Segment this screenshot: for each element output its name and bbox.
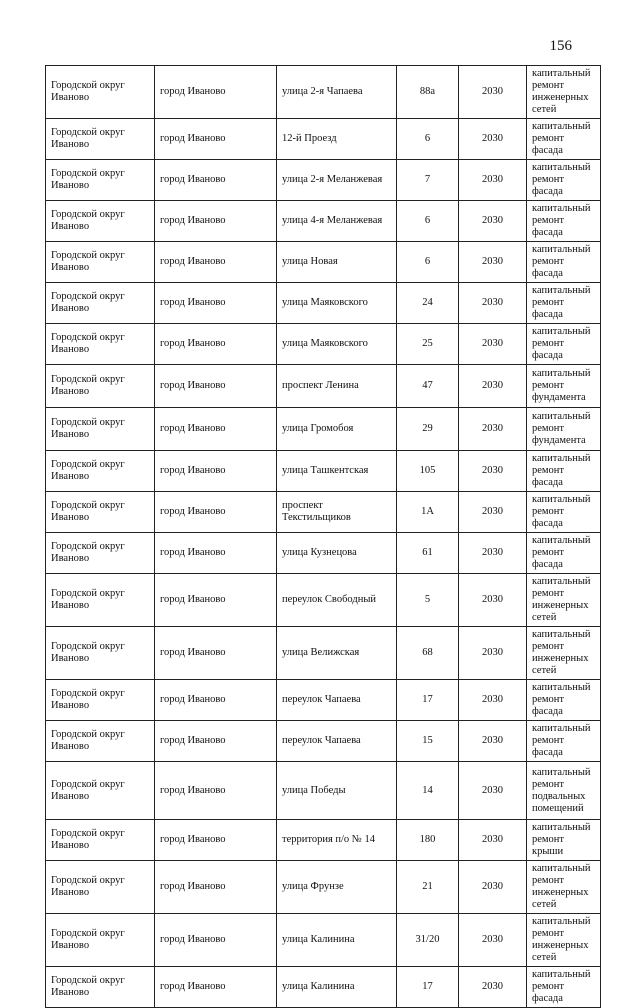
cell-district: Городской округ Иваново	[46, 967, 155, 1008]
cell-work-type: капитальный ремонт фасада	[527, 967, 601, 1008]
cell-house-number: 24	[397, 283, 459, 324]
table-body	[46, 66, 601, 1008]
cell-street: улица Победы	[277, 762, 397, 820]
cell-year: 2030	[459, 283, 527, 324]
cell-street: 12-й Проезд	[277, 119, 397, 160]
cell-work-type: капитальный ремонт фасада	[527, 721, 601, 762]
cell-street: улица Калинина	[277, 914, 397, 967]
cell-city: город Иваново	[155, 119, 277, 160]
cell-city: город Иваново	[155, 451, 277, 492]
table-row	[46, 721, 601, 762]
cell-year: 2030	[459, 967, 527, 1008]
cell-city: город Иваново	[155, 283, 277, 324]
cell-work-type: капитальный ремонт фасада	[527, 201, 601, 242]
cell-year: 2030	[459, 861, 527, 914]
table-row	[46, 283, 601, 324]
table-row	[46, 533, 601, 574]
cell-district: Городской округ Иваново	[46, 914, 155, 967]
cell-city: город Иваново	[155, 574, 277, 627]
cell-house-number: 29	[397, 408, 459, 451]
cell-house-number: 5	[397, 574, 459, 627]
cell-street: улица Маяковского	[277, 283, 397, 324]
cell-district: Городской округ Иваново	[46, 119, 155, 160]
cell-city: город Иваново	[155, 861, 277, 914]
cell-city: город Иваново	[155, 201, 277, 242]
cell-year: 2030	[459, 119, 527, 160]
cell-street: переулок Свободный	[277, 574, 397, 627]
cell-house-number: 31/20	[397, 914, 459, 967]
cell-house-number: 61	[397, 533, 459, 574]
cell-city: город Иваново	[155, 533, 277, 574]
cell-year: 2030	[459, 574, 527, 627]
cell-year: 2030	[459, 762, 527, 820]
table-row	[46, 365, 601, 408]
cell-year: 2030	[459, 160, 527, 201]
cell-street: территория п/о № 14	[277, 820, 397, 861]
cell-street: улица Фрунзе	[277, 861, 397, 914]
cell-district: Городской округ Иваново	[46, 861, 155, 914]
cell-district: Городской округ Иваново	[46, 283, 155, 324]
cell-street: переулок Чапаева	[277, 680, 397, 721]
cell-year: 2030	[459, 242, 527, 283]
cell-city: город Иваново	[155, 66, 277, 119]
cell-district: Городской округ Иваново	[46, 324, 155, 365]
cell-year: 2030	[459, 66, 527, 119]
cell-work-type: капитальный ремонт подвальных помещений	[527, 762, 601, 820]
cell-work-type: капитальный ремонт фасада	[527, 119, 601, 160]
cell-year: 2030	[459, 451, 527, 492]
cell-city: город Иваново	[155, 365, 277, 408]
cell-district: Городской округ Иваново	[46, 242, 155, 283]
cell-street: улица Кузнецова	[277, 533, 397, 574]
cell-year: 2030	[459, 627, 527, 680]
cell-house-number: 6	[397, 119, 459, 160]
cell-district: Городской округ Иваново	[46, 160, 155, 201]
table-row	[46, 762, 601, 820]
cell-street: улица Новая	[277, 242, 397, 283]
cell-work-type: капитальный ремонт крыши	[527, 820, 601, 861]
cell-work-type: капитальный ремонт инженерных сетей	[527, 66, 601, 119]
cell-house-number: 6	[397, 201, 459, 242]
cell-work-type: капитальный ремонт фасада	[527, 324, 601, 365]
cell-district: Городской округ Иваново	[46, 66, 155, 119]
table-row	[46, 967, 601, 1008]
table-row	[46, 451, 601, 492]
cell-city: город Иваново	[155, 680, 277, 721]
cell-district: Городской округ Иваново	[46, 762, 155, 820]
cell-district: Городской округ Иваново	[46, 627, 155, 680]
cell-street: улица Велижская	[277, 627, 397, 680]
repair-schedule-table	[45, 65, 601, 1008]
cell-district: Городской округ Иваново	[46, 451, 155, 492]
cell-house-number: 15	[397, 721, 459, 762]
cell-city: город Иваново	[155, 160, 277, 201]
cell-street: проспект Текстильщиков	[277, 492, 397, 533]
cell-house-number: 17	[397, 680, 459, 721]
cell-street: улица Калинина	[277, 967, 397, 1008]
cell-work-type: капитальный ремонт фасада	[527, 160, 601, 201]
cell-house-number: 7	[397, 160, 459, 201]
table-row	[46, 574, 601, 627]
cell-house-number: 1А	[397, 492, 459, 533]
cell-district: Городской округ Иваново	[46, 201, 155, 242]
cell-district: Городской округ Иваново	[46, 820, 155, 861]
table-row	[46, 324, 601, 365]
cell-work-type: капитальный ремонт фасада	[527, 242, 601, 283]
table-row	[46, 861, 601, 914]
cell-year: 2030	[459, 324, 527, 365]
cell-city: город Иваново	[155, 627, 277, 680]
cell-district: Городской округ Иваново	[46, 408, 155, 451]
cell-year: 2030	[459, 408, 527, 451]
cell-district: Городской округ Иваново	[46, 365, 155, 408]
cell-work-type: капитальный ремонт инженерных сетей	[527, 574, 601, 627]
cell-work-type: капитальный ремонт фасада	[527, 451, 601, 492]
cell-work-type: капитальный ремонт фасада	[527, 283, 601, 324]
cell-district: Городской округ Иваново	[46, 492, 155, 533]
cell-year: 2030	[459, 201, 527, 242]
table-row	[46, 914, 601, 967]
table-row	[46, 492, 601, 533]
cell-street: улица Ташкентская	[277, 451, 397, 492]
cell-district: Городской округ Иваново	[46, 533, 155, 574]
cell-work-type: капитальный ремонт фасада	[527, 533, 601, 574]
cell-street: переулок Чапаева	[277, 721, 397, 762]
cell-work-type: капитальный ремонт фасада	[527, 680, 601, 721]
cell-work-type: капитальный ремонт инженерных сетей	[527, 627, 601, 680]
cell-city: город Иваново	[155, 762, 277, 820]
page-number: 156	[549, 38, 572, 54]
cell-city: город Иваново	[155, 820, 277, 861]
cell-house-number: 17	[397, 967, 459, 1008]
cell-city: город Иваново	[155, 721, 277, 762]
cell-city: город Иваново	[155, 408, 277, 451]
cell-city: город Иваново	[155, 492, 277, 533]
cell-house-number: 21	[397, 861, 459, 914]
table-row	[46, 242, 601, 283]
cell-district: Городской округ Иваново	[46, 721, 155, 762]
cell-city: город Иваново	[155, 914, 277, 967]
table-row	[46, 201, 601, 242]
cell-district: Городской округ Иваново	[46, 680, 155, 721]
cell-city: город Иваново	[155, 242, 277, 283]
cell-work-type: капитальный ремонт фундамента	[527, 365, 601, 408]
cell-street: улица 2-я Меланжевая	[277, 160, 397, 201]
cell-street: улица 4-я Меланжевая	[277, 201, 397, 242]
cell-house-number: 68	[397, 627, 459, 680]
cell-year: 2030	[459, 914, 527, 967]
cell-house-number: 14	[397, 762, 459, 820]
cell-street: улица Громобоя	[277, 408, 397, 451]
cell-work-type: капитальный ремонт инженерных сетей	[527, 914, 601, 967]
cell-year: 2030	[459, 820, 527, 861]
table-row	[46, 66, 601, 119]
cell-year: 2030	[459, 721, 527, 762]
cell-work-type: капитальный ремонт фасада	[527, 492, 601, 533]
cell-work-type: капитальный ремонт инженерных сетей	[527, 861, 601, 914]
cell-city: город Иваново	[155, 967, 277, 1008]
cell-work-type: капитальный ремонт фундамента	[527, 408, 601, 451]
cell-city: город Иваново	[155, 324, 277, 365]
table-row	[46, 408, 601, 451]
table-row	[46, 680, 601, 721]
table-row	[46, 820, 601, 861]
cell-house-number: 47	[397, 365, 459, 408]
cell-street: улица Маяковского	[277, 324, 397, 365]
cell-year: 2030	[459, 680, 527, 721]
table-row	[46, 627, 601, 680]
cell-house-number: 105	[397, 451, 459, 492]
cell-house-number: 25	[397, 324, 459, 365]
cell-year: 2030	[459, 365, 527, 408]
cell-house-number: 180	[397, 820, 459, 861]
table-row	[46, 119, 601, 160]
cell-year: 2030	[459, 533, 527, 574]
cell-street: проспект Ленина	[277, 365, 397, 408]
cell-district: Городской округ Иваново	[46, 574, 155, 627]
cell-year: 2030	[459, 492, 527, 533]
cell-house-number: 88а	[397, 66, 459, 119]
table-row	[46, 160, 601, 201]
cell-street: улица 2-я Чапаева	[277, 66, 397, 119]
cell-house-number: 6	[397, 242, 459, 283]
